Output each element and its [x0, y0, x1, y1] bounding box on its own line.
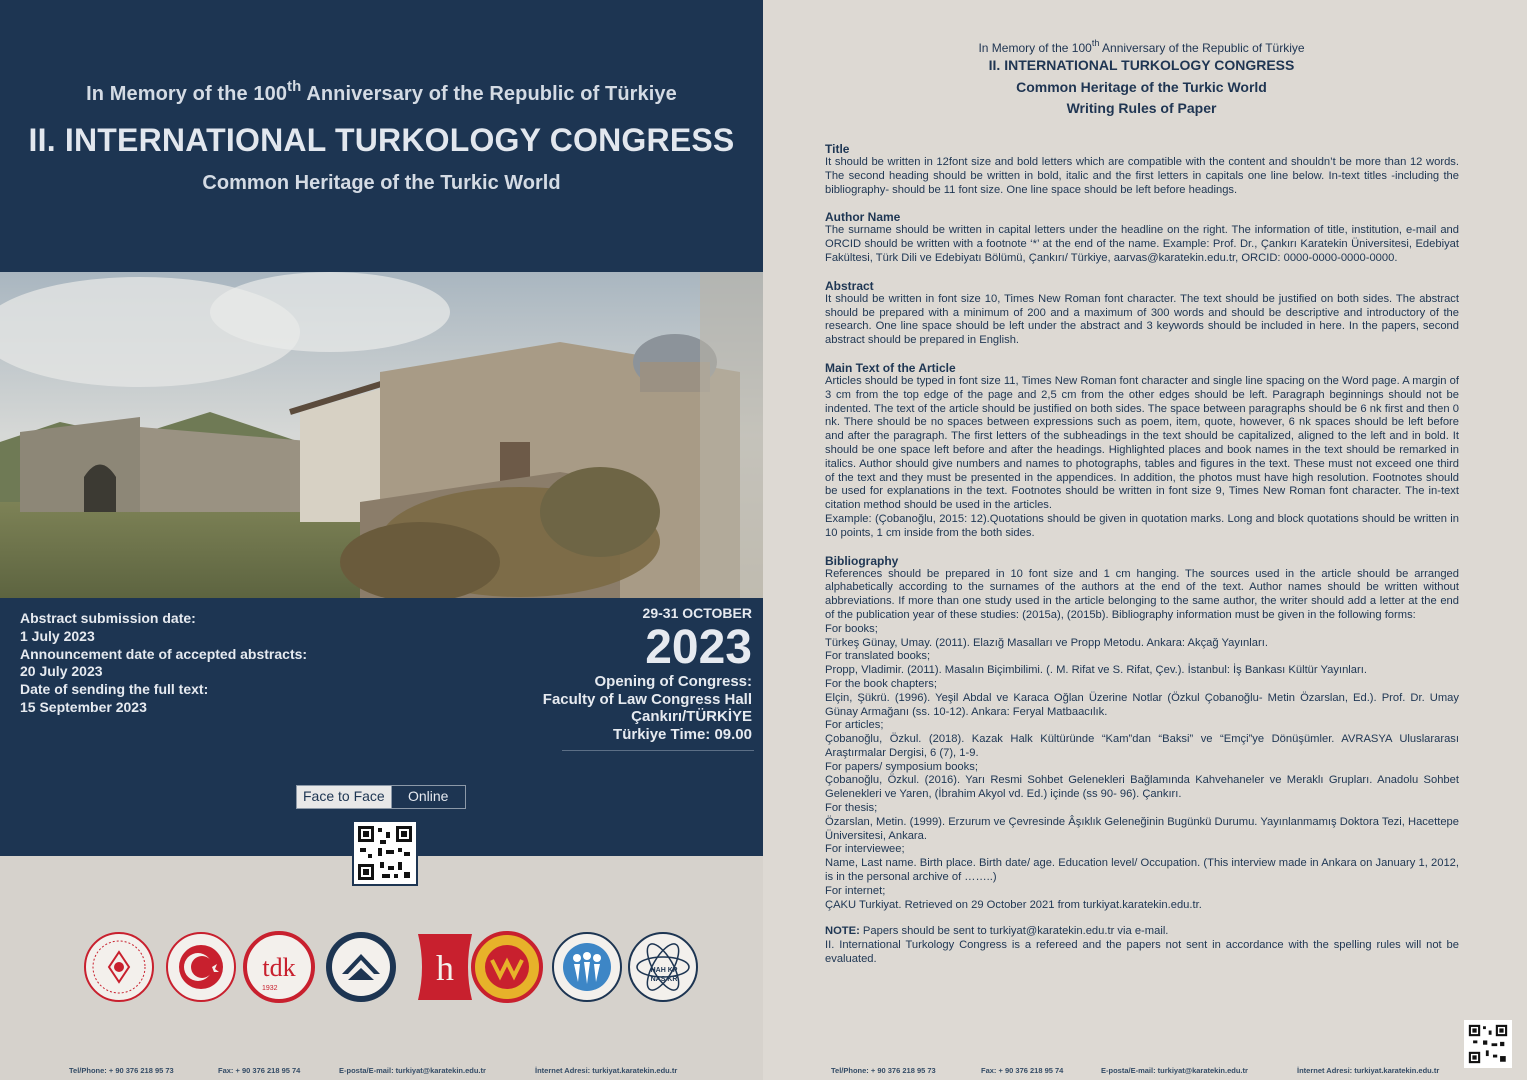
venue-city: Çankırı/TÜRKİYE — [631, 708, 752, 725]
qr-code-icon — [352, 820, 418, 886]
rules-congress-title: II. INTERNATIONAL TURKOLOGY CONGRESS — [988, 57, 1295, 73]
section-abstract-heading: Abstract — [825, 278, 874, 293]
announcement-date: 20 July 2023 — [20, 663, 103, 680]
footer-website-right: İnternet Adresi: turkiyat.karatekin.edu.tr — [1297, 1066, 1440, 1075]
event-date-range: 29-31 OCTOBER — [642, 605, 752, 621]
section-author-heading: Author Name — [825, 210, 901, 225]
event-details — [543, 605, 752, 743]
rules-header — [763, 38, 1520, 120]
face-to-face-label: Face to Face — [297, 786, 391, 808]
section-bibliography-heading: Bibliography — [825, 553, 899, 568]
footer-fax: Fax: + 90 376 218 95 74 — [218, 1066, 301, 1075]
bib-line: Propp, Vladimir. (2011). Masalın Biçimbilimi. (. M. Rifat ve S. Rifat, Çev.). İstanbul: İş Bankası Kültür Yayınları. — [825, 664, 1367, 677]
bib-line: ÇAKU Turkiyat. Retrieved on 29 October 2021 from turkiyat.karatekin.edu.tr. — [825, 898, 1202, 911]
logo-hak-text: HAH KP — [650, 967, 678, 974]
rules-memory-suffix: Anniversary of the Republic of Türkiye — [1099, 41, 1305, 55]
full-text-date: 15 September 2023 — [20, 698, 147, 715]
event-info-panel — [0, 598, 763, 856]
ankara-university-logo-icon — [470, 930, 544, 1004]
event-year: 2023 — [645, 621, 752, 674]
poster-header — [0, 0, 763, 272]
bib-line: Name, Last name. Birth place. Birth date/ age. Education level/ Occupation. (This interview made in Ankara on January 1, 2012, is in the personal archive of ……..) — [825, 857, 1459, 884]
bib-line: For papers/ symposium books; — [825, 760, 978, 773]
section-main-example: Example: (Çobanoğlu, 2015: 12).Quotations should be given in quotation marks. Long and block quotations should be written in 10 points, 1 cm inside from the both sides. — [825, 512, 1459, 539]
note-line — [825, 925, 1459, 939]
congress-title: II. INTERNATIONAL TURKOLOGY CONGRESS — [28, 122, 735, 158]
footer-email: E-posta/E-mail: turkiyat@karatekin.edu.tr — [339, 1066, 486, 1075]
bib-line: Çobanoğlu, Özkul. (2018). Kazak Halk Kültüründe “Kam”dan “Baksi” ve “Emçi”ye Dönüşümler. AVRASYA Uluslararası Araştırmalar Dergisi, 6 (7), 1-9. — [825, 733, 1459, 759]
bib-line: Özarslan, Metin. (1999). Erzurum ve Çevresinde Âşıklık Geleneğinin Bugünkü Durumu. Yayınlanmamış Doktora Tezi, Hacettepe Üniversitesi, Ankara. — [825, 815, 1459, 842]
venue-hall: Faculty of Law Congress Hall — [542, 690, 752, 708]
full-text-label: Date of sending the full text: — [20, 681, 209, 698]
memory-prefix: In Memory of the 100 — [86, 83, 288, 105]
rules-body — [825, 142, 1459, 967]
footer-website: İnternet Adresi: turkiyat.karatekin.edu.tr — [535, 1066, 678, 1075]
announcement-label: Announcement date of accepted abstracts: — [20, 645, 308, 662]
footer-phone-right: Tel/Phone: + 90 376 218 95 73 — [831, 1066, 936, 1075]
spacer — [825, 912, 1459, 925]
opening-label: Opening of Congress: — [594, 673, 752, 690]
section-main-text: Articles should be typed in font size 11, Times New Roman font character and single line spacing on the Word page. A margin of 3 cm from the top edge of the page and 2,5 cm from the other edges should be left. Paragraph beginnings should not be indented. The text of the article should be justified on both sides. The space between paragraphs should be 6 nk first and then 0 nk. There should be no spaces between expressions such as poem, item, quote, however, 6 nk spaces should be left before and after the paragraph. The first letters of the subheadings in the text should be capitalized, aligned to the left and in bold. It should be one space left before and after the headings. Highlighted places and book names in the text should be remarked in italics. Author should give numbers and names to photographs, tables and figures in the text. These must not exceed one third of the text and they must be presented in the appendices. In addition, the photos must have high resolution. Footnotes should be used for explanations in the text. Footnotes should be written in font size 9, Times New Roman font character. The in-text citation method should be used in the articles. — [825, 374, 1459, 512]
bib-line: For thesis; — [825, 802, 878, 815]
qr-code-right-icon — [1464, 1020, 1512, 1068]
memory-sup: th — [287, 78, 302, 95]
bib-line: For interviewee; — [825, 843, 905, 856]
bib-line: Türkeş Günay, Umay. (2011). Elazığ Masalları ve Propp Metodu. Ankara: Akçağ Yayınları. — [825, 636, 1268, 649]
karatekin-university-logo-icon — [324, 930, 398, 1004]
bib-line: For books; — [825, 622, 878, 635]
note-text: Papers should be sent to turkiyat@karatekin.edu.tr via e-mail. — [859, 925, 1169, 938]
abstract-submission-date: 1 July 2023 — [20, 627, 95, 644]
tdk-logo-text: tdk — [262, 953, 296, 982]
divider — [562, 750, 754, 751]
svg-text:h: h — [436, 948, 454, 988]
peoples-institute-logo-icon — [550, 930, 624, 1004]
bib-line: For articles; — [825, 719, 884, 732]
section-author-text: The surname should be written in capital letters under the headline on the right. The information of title, institution, e-mail and ORCID should be written with a footnote ‘*’ at the end of the name. Example: Prof. Dr., Çankırı Karatekin Üniversitesi, Edebiyat Fakültesi, Türk Dili ve Edebiyatı Bölümü, Çankırı/ Türkiye, aarvas@karatekin.edu.tr, ORCID: 0000-0000-0000-0000. — [825, 224, 1459, 264]
event-time: Türkiye Time: 09.00 — [613, 725, 752, 743]
rules-memory-sup: th — [1091, 38, 1100, 48]
rules-congress-subtitle: Common Heritage of the Turkic World — [1016, 78, 1267, 95]
ministry-seal-icon — [82, 930, 156, 1004]
footer-email-right: E-posta/E-mail: turkiyat@karatekin.edu.tr — [1101, 1066, 1248, 1075]
section-abstract-text: It should be written in font size 10, Times New Roman font character. The text should be justified on both sides. The abstract should be prepared with a minimum of 200 and a maximum of 300 words and should be descriptive and introductory of the research. One line space should be left under the abstract and 3 keywords should be included in here. In the papers, second abstract should be prepared in English. — [825, 292, 1459, 347]
bib-line: For internet; — [825, 884, 886, 897]
memory-line — [0, 78, 763, 106]
logo-nas-text: NAS KR — [650, 976, 678, 983]
tdk-logo-icon — [242, 930, 316, 1004]
memory-suffix: Anniversary of the Republic of Türkiye — [301, 83, 677, 105]
poster-left — [0, 0, 763, 1080]
attendance-mode — [296, 785, 466, 809]
note-label: NOTE: — [825, 925, 860, 938]
congress-subtitle: Common Heritage of the Turkic World — [202, 172, 561, 194]
abstract-submission-label: Abstract submission date: — [20, 610, 196, 626]
footer-fax-right: Fax: + 90 376 218 95 74 — [981, 1066, 1064, 1075]
ataturk-institution-logo-icon — [164, 930, 238, 1004]
bib-line: Elçin, Şükrü. (1996). Yeşil Abdal ve Karaca Oğlan Üzerine Notlar (Özkul Çobanoğlu- Metin Özarslan, Ed.). Prof. Dr. Umay Günay Armağanı (ss. 10-12). Ankara: Feryal Matbaacılık. — [825, 691, 1459, 718]
important-dates — [20, 610, 307, 717]
section-title-text: It should be written in 12font size and bold letters which are compatible with the content and shouldn’t be more than 12 words. The second heading should be written in bold, italic and the first letters in capitals one line below. In-text titles -including the bibliography- should be 11 font size. One line space should be left before headings. — [825, 156, 1459, 196]
bib-line: Çobanoğlu, Özkul. (2016). Yarı Resmi Sohbet Gelenekleri Bağlamında Kahvehaneler ve Meraklı Grupları. Anadolu Sohbet Gelenekleri ve Yaren, (İbrahim Akyol vd. Ed.) içinde (ss 90- 96). Çankırı. — [825, 774, 1459, 801]
kyrgyz-academy-logo-icon — [626, 930, 700, 1004]
note-refereed: II. International Turkology Congress is a refereed and the papers not sent in accordance with the spelling rules will not be evaluated. — [825, 939, 1459, 966]
rules-heading: Writing Rules of Paper — [1066, 100, 1217, 116]
landscape-photo — [0, 272, 763, 598]
bib-line: For translated books; — [825, 650, 931, 663]
online-label: Online — [391, 786, 465, 808]
rules-memory-line — [763, 38, 1520, 55]
section-title-heading: Title — [825, 142, 850, 156]
footer-phone: Tel/Phone: + 90 376 218 95 73 — [69, 1066, 174, 1075]
section-main-heading: Main Text of the Article — [825, 360, 956, 375]
section-bibliography-text: References should be prepared in 10 font size and 1 cm hanging. The sources used in the article should be arranged alphabetically according to the surnames of the authors at the end of the text. Author names should be written without abbreviations. If more than one study used in the article belonging to the same author, the writer should add a letter at the end of the publication year of these studies: (2015a), (2015b). Bibliography information must be given in the following forms: — [825, 567, 1459, 621]
bib-line: For the book chapters; — [825, 677, 937, 690]
rules-page — [763, 0, 1527, 1080]
tdk-logo-year: 1932 — [262, 985, 278, 992]
rules-memory-prefix: In Memory of the 100 — [978, 41, 1092, 55]
